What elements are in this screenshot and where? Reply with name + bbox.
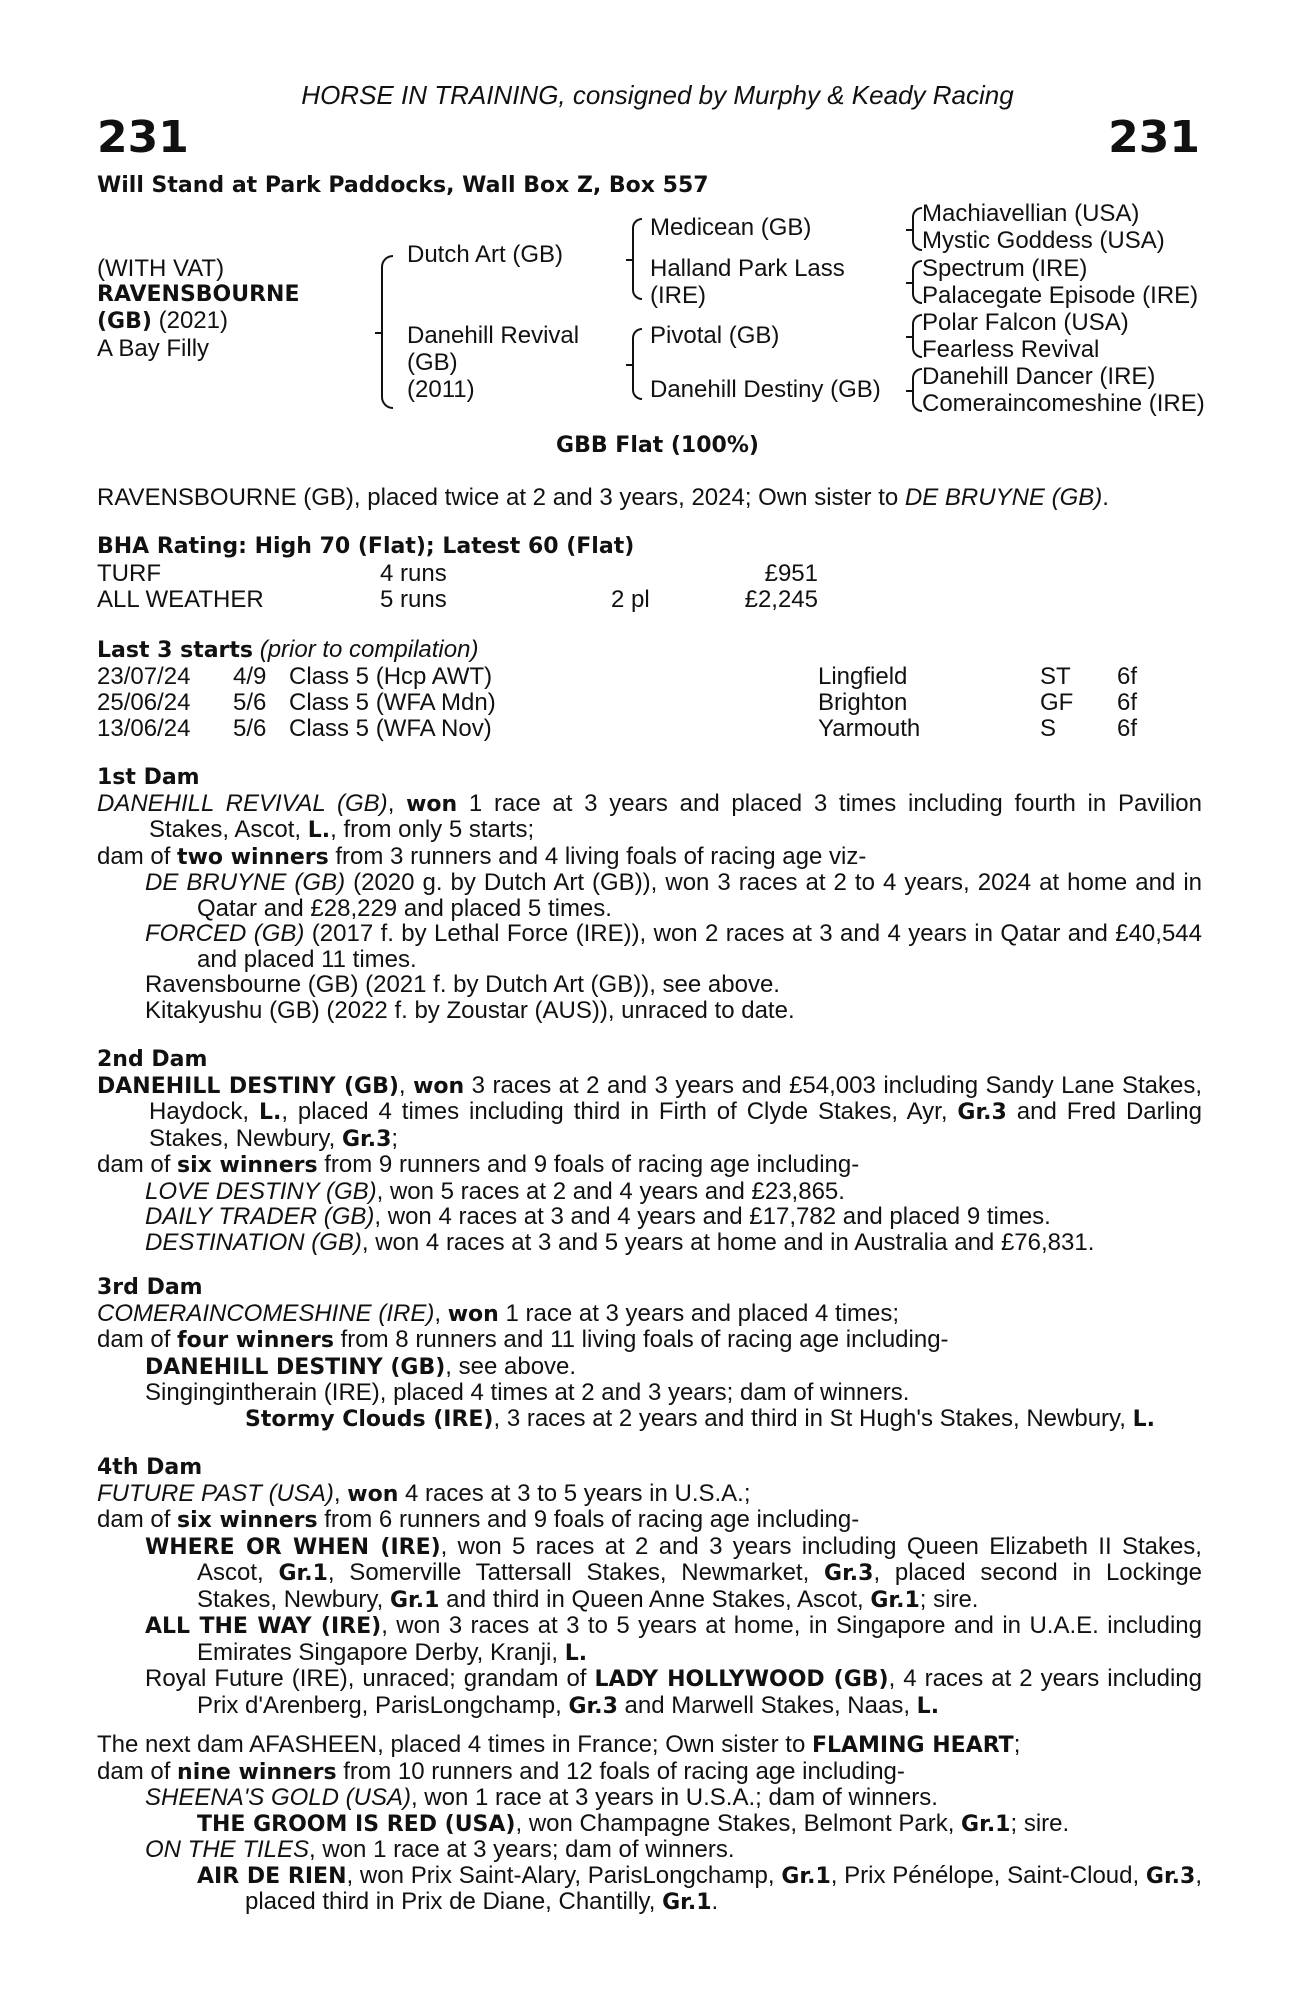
winners-count: four winners	[177, 1328, 334, 1353]
pedigree-sire: Dutch Art (GB)	[407, 241, 564, 268]
grandfoal-entry	[97, 1863, 1202, 1916]
horse-description: A Bay Filly	[97, 335, 210, 362]
rating-row-money: £2,245	[744, 586, 818, 613]
dam-text: ;	[391, 1124, 399, 1152]
foal-entry	[97, 1534, 1202, 1614]
group-label: Gr.1	[662, 1890, 712, 1915]
summary-sister: DE BRUYNE (GB)	[904, 484, 1103, 511]
dam-of-line	[97, 1759, 1202, 1786]
vat-note: (WITH VAT)	[97, 255, 225, 282]
listed-label: L.	[916, 1693, 940, 1719]
dam-name: COMERAINCOMESHINE (IRE)	[97, 1299, 435, 1327]
foal-name: ON THE TILES	[145, 1836, 310, 1863]
horse-origin	[97, 308, 228, 335]
summary-end: .	[1102, 484, 1109, 511]
foal-text: , see above.	[445, 1352, 577, 1380]
horse-country: (GB)	[97, 309, 152, 334]
group-label: Gr.1	[870, 1587, 920, 1613]
pedigree-dam-dam: Danehill Destiny (GB)	[650, 376, 881, 403]
pedigree-sire-sire: Medicean (GB)	[650, 214, 812, 241]
horse-name: RAVENSBOURNE	[97, 282, 300, 307]
group-label: Gr.3	[824, 1561, 874, 1586]
grandfoal-text: , won Prix Saint-Alary, ParisLongchamp,	[346, 1861, 782, 1889]
pedigree-sds: Spectrum (IRE)	[922, 255, 1088, 282]
foal-text: (2017 f. by Lethal Force (IRE)), won 2 races at 3 and 4 years in Qatar and £40,544 and placed 11 times.	[197, 920, 1202, 973]
dam-text: 1 race at 3 years and placed 4 times;	[498, 1299, 900, 1327]
dam-record: DANEHILL REVIVAL (GB), won 1 race at 3 years and placed 3 times including fourth in Pavilion Stakes, Ascot, L., from only 5 starts;	[97, 789, 1203, 843]
pedigree-sss: Machiavellian (USA)	[922, 200, 1140, 227]
dam-of-text: dam of	[97, 1151, 178, 1178]
pedigree-sire-dam-line2: (IRE)	[650, 282, 706, 309]
dam-record: DANEHILL DESTINY (GB), won 3 races at 2 and 3 years and £54,003 including Sandy Lane Stakes, Haydock, L., placed 4 times including third in Firth of Clyde Stakes, Ayr, Gr.3 and Fred Darling Stakes, Newbury, Gr.3;	[97, 1071, 1202, 1152]
pedigree-dam-line3: (2011)	[407, 376, 475, 403]
listed-label: L.	[307, 818, 331, 843]
winners-count: six winners	[177, 1153, 318, 1178]
dam-name: DANEHILL REVIVAL (GB)	[97, 789, 388, 817]
winners-count: two winners	[177, 844, 329, 870]
starts-note: (prior to compilation)	[259, 636, 479, 663]
won-label: won	[347, 1481, 399, 1507]
horse-year: (2021)	[158, 307, 228, 334]
grandfoal-text: , 3 races at 2 years and third in St Hugh's Stakes, Newbury,	[493, 1404, 1133, 1432]
next-dam-record	[97, 1732, 1202, 1759]
dam-of-text: from 9 runners and 9 foals of racing age including-	[317, 1151, 860, 1178]
foal-entry	[97, 870, 1202, 921]
foal-text: , won 4 races at 3 and 5 years at home and in Australia and £76,831.	[361, 1228, 1095, 1256]
foal-text: , won 1 race at 3 years; dam of winners.	[309, 1836, 735, 1863]
foal-entry: Kitakyushu (GB) (2022 f. by Zoustar (AUS)), unraced to date.	[145, 996, 795, 1024]
starts-title: Last 3 starts	[97, 638, 254, 663]
foal-entry	[97, 1204, 1202, 1230]
foal-name: DESTINATION (GB)	[145, 1228, 362, 1256]
start-course: Lingfield	[818, 663, 908, 690]
pedigree-dsd: Fearless Revival	[922, 336, 1100, 363]
grandfoal-name: Stormy Clouds (IRE)	[245, 1406, 494, 1432]
consignor-line: HORSE IN TRAINING, consigned by Murphy & Keady Racing	[301, 80, 1014, 110]
start-going: S	[1040, 715, 1057, 742]
foal-name: DE BRUYNE (GB)	[145, 869, 346, 896]
lot-number-right: 231	[1108, 112, 1200, 163]
fourth-dam-section	[97, 1455, 1202, 1719]
dam-text: , from only 5 starts;	[330, 816, 535, 843]
start-date: 13/06/24	[97, 715, 191, 742]
pedigree-profile: GBB Flat (100%)	[556, 433, 759, 458]
foal-name: FORCED (GB)	[145, 920, 305, 947]
grandfoal-text: , Prix Pénélope, Saint-Cloud,	[830, 1861, 1146, 1889]
listed-label: L.	[1132, 1406, 1155, 1432]
foal-text: , placed second in Lockinge Stakes, Newbury,	[197, 1559, 1203, 1613]
pedigree-sire-dam-line1: Halland Park Lass	[650, 255, 845, 282]
section-heading: 4th Dam	[97, 1455, 203, 1480]
start-distance: 6f	[1117, 715, 1138, 742]
group-label: Gr.1	[389, 1587, 440, 1613]
pedigree-dam-line2: (GB)	[407, 349, 458, 376]
dam-of-line	[97, 1327, 1202, 1354]
pedigree-brace	[912, 207, 922, 251]
foal-name: DAILY TRADER (GB)	[145, 1203, 375, 1230]
pedigree-dam-sire: Pivotal (GB)	[650, 322, 780, 349]
next-dam-text: The next dam AFASHEEN, placed 4 times in France; Own sister to	[97, 1731, 812, 1758]
foal-name: WHERE OR WHEN (IRE)	[145, 1534, 441, 1560]
group-label: Gr.3	[341, 1126, 392, 1152]
section-heading: 1st Dam	[97, 765, 200, 790]
foal-name: SHEENA'S GOLD (USA)	[145, 1784, 411, 1811]
start-position: 4/9	[233, 663, 267, 690]
dam-record: FUTURE PAST (USA), won 4 races at 3 to 5 years in U.S.A.;	[97, 1479, 751, 1507]
group-label: Gr.1	[278, 1561, 328, 1586]
won-label: won	[406, 791, 458, 817]
stand-location: Will Stand at Park Paddocks, Wall Box Z, Box 557	[97, 173, 709, 198]
pedigree-dss: Polar Falcon (USA)	[922, 309, 1129, 336]
dam-of-text: from 6 runners and 9 foals of racing age including-	[317, 1506, 860, 1533]
foal-name: DANEHILL DESTINY (GB)	[145, 1354, 446, 1380]
start-position: 5/6	[233, 689, 267, 716]
dam-of-text: dam of	[97, 1757, 178, 1785]
foal-text: , won 5 races at 2 and 4 years and £23,865.	[376, 1177, 845, 1205]
foal-text: , won 3 races at 3 to 5 years at home, in Singapore and in U.A.E. including Emirates Singapore Derby, Kranji,	[197, 1612, 1202, 1666]
start-going: GF	[1040, 689, 1074, 716]
dam-of-text: from 3 runners and 4 living foals of racing age viz-	[328, 842, 867, 870]
foal-text: , 4 races at 2 years including Prix d'Arenberg, ParisLongchamp,	[197, 1665, 1202, 1719]
start-date: 25/06/24	[97, 689, 191, 716]
starts-heading	[97, 637, 478, 664]
foal-entry	[97, 1613, 1202, 1666]
dam-of-text: dam of	[97, 1326, 178, 1353]
pedigree-brace	[381, 255, 393, 409]
dam-of-line	[97, 1152, 1202, 1179]
grandfoal-text: .	[711, 1888, 719, 1915]
listed-label: L.	[258, 1100, 282, 1125]
start-course: Brighton	[818, 689, 908, 716]
group-label: Gr.3	[1145, 1863, 1196, 1889]
grandfoal-text: , placed third in Prix de Diane, Chantilly,	[245, 1861, 1203, 1915]
rating-row-placed: 2 pl	[611, 586, 650, 613]
foal-entry	[97, 1837, 1202, 1863]
second-dam-section	[97, 1047, 1202, 1255]
dam-of-text: from 10 runners and 12 foals of racing age including-	[336, 1757, 905, 1785]
pedigree-sdd: Palacegate Episode (IRE)	[922, 282, 1199, 309]
foal-text: and third in Queen Anne Stakes, Ascot,	[439, 1585, 871, 1613]
foal-entry	[97, 921, 1202, 972]
dam-of-text: from 8 runners and 11 living foals of racing age including-	[333, 1326, 949, 1353]
foal-entry	[97, 1179, 1202, 1205]
foal-text: Royal Future (IRE), unraced; grandam of	[145, 1665, 595, 1692]
start-going: ST	[1040, 663, 1071, 690]
lot-number-left: 231	[97, 112, 189, 163]
grandfoal-entry	[97, 1811, 1202, 1838]
summary-text: RAVENSBOURNE (GB), placed twice at 2 and 3 years, 2024; Own sister to	[97, 484, 905, 511]
dam-of-text: dam of	[97, 842, 178, 870]
foal-entry	[97, 1230, 1202, 1256]
rating-row-surface: ALL WEATHER	[97, 586, 264, 613]
dam-of-line	[97, 1507, 1202, 1534]
foal-entry: Singingintherain (IRE), placed 4 times at 2 and 3 years; dam of winners.	[145, 1379, 910, 1406]
foal-name: ALL THE WAY (IRE)	[145, 1614, 382, 1639]
grandfoal-name: THE GROOM IS RED (USA)	[197, 1811, 516, 1837]
rating-row-runs: 5 runs	[380, 586, 447, 613]
grandfoal-name: AIR DE RIEN	[197, 1863, 347, 1889]
listed-label: L.	[564, 1640, 588, 1666]
foal-entry: Ravensbourne (GB) (2021 f. by Dutch Art (GB)), see above.	[145, 971, 780, 998]
foal-name: LOVE DESTINY (GB)	[145, 1177, 377, 1205]
next-dam-sister: FLAMING HEART	[811, 1733, 1014, 1758]
foal-text: , won 4 races at 3 and 4 years and £17,782 and placed 9 times.	[374, 1203, 1051, 1230]
winners-count: six winners	[177, 1508, 318, 1533]
foal-text: ; sire.	[919, 1585, 979, 1613]
foal-text: and Marwell Stakes, Naas,	[617, 1691, 917, 1719]
dam-name: FUTURE PAST (USA)	[97, 1479, 334, 1507]
winners-count: nine winners	[177, 1759, 337, 1785]
won-label: won	[413, 1073, 465, 1099]
pedigree-brace	[632, 218, 642, 300]
dam-text: 3 races at 2 and 3 years and £54,003 including Sandy Lane Stakes, Haydock,	[149, 1071, 1202, 1125]
rating-title: BHA Rating: High 70 (Flat); Latest 60 (Flat)	[97, 534, 635, 559]
foal-text: , won 1 race at 3 years in U.S.A.; dam of winners.	[410, 1784, 938, 1811]
foal-entry	[97, 1785, 1202, 1811]
group-label: Gr.1	[961, 1811, 1011, 1837]
dam-text: , placed 4 times including third in Firth of Clyde Stakes, Ayr,	[281, 1098, 958, 1125]
foal-text: (2020 g. by Dutch Art (GB)), won 3 races at 2 to 4 years, 2024 at home and in Qatar and £28,229 and placed 5 times.	[197, 869, 1202, 922]
dam-text: and Fred Darling Stakes, Newbury,	[149, 1098, 1202, 1152]
dam-record: COMERAINCOMESHINE (IRE), won 1 race at 3 years and placed 4 times;	[97, 1299, 900, 1327]
dam-text: 4 races at 3 to 5 years in U.S.A.;	[398, 1479, 751, 1507]
foal-text: , won 5 races at 2 and 3 years including Queen Elizabeth II Stakes, Ascot,	[197, 1532, 1202, 1586]
pedigree-brace	[912, 368, 922, 412]
start-distance: 6f	[1117, 663, 1138, 690]
section-heading: 3rd Dam	[97, 1275, 203, 1300]
third-dam-section	[97, 1275, 1202, 1432]
grandfoal-text: ; sire.	[1010, 1809, 1070, 1837]
pedigree-ssd: Mystic Goddess (USA)	[922, 227, 1165, 254]
group-label: Gr.3	[568, 1693, 618, 1719]
foal-entry	[97, 1354, 1202, 1381]
start-date: 23/07/24	[97, 663, 191, 690]
start-class: Class 5 (WFA Mdn)	[289, 689, 496, 716]
rating-row-money: £951	[764, 560, 818, 587]
foal-entry	[97, 1666, 1202, 1719]
start-course: Yarmouth	[818, 715, 921, 742]
dam-text: 1 race at 3 years and placed 3 times including fourth in Pavilion Stakes, Ascot,	[149, 789, 1203, 843]
grandfoal-entry	[97, 1406, 1202, 1433]
start-class: Class 5 (Hcp AWT)	[289, 663, 493, 690]
group-label: Gr.1	[781, 1863, 831, 1889]
pedigree-brace	[632, 328, 642, 400]
next-dam-section	[97, 1732, 1202, 1916]
group-label: Gr.3	[957, 1100, 1007, 1125]
foal-text: , Somerville Tattersall Stakes, Newmarket,	[327, 1559, 825, 1586]
pedigree-brace	[912, 314, 922, 358]
grandfoal-name: LADY HOLLYWOOD (GB)	[594, 1667, 889, 1692]
next-dam-text: ;	[1013, 1731, 1021, 1758]
first-dam-section	[97, 765, 1202, 1023]
section-heading: 2nd Dam	[97, 1047, 208, 1072]
won-label: won	[447, 1301, 499, 1327]
start-position: 5/6	[233, 715, 267, 742]
dam-of-line	[97, 844, 1202, 871]
pedigree-dam-line1: Danehill Revival	[407, 322, 580, 349]
summary-line	[97, 485, 1109, 511]
dam-of-text: dam of	[97, 1506, 178, 1533]
pedigree-ddd: Comeraincomeshine (IRE)	[922, 390, 1205, 417]
start-distance: 6f	[1117, 689, 1138, 716]
dam-name: DANEHILL DESTINY (GB)	[97, 1073, 399, 1099]
grandfoal-text: , won Champagne Stakes, Belmont Park,	[515, 1809, 962, 1837]
rating-row-surface: TURF	[97, 560, 161, 587]
pedigree-brace	[912, 260, 922, 304]
start-class: Class 5 (WFA Nov)	[289, 715, 492, 742]
rating-row-runs: 4 runs	[380, 560, 447, 587]
pedigree-dds: Danehill Dancer (IRE)	[922, 363, 1156, 390]
